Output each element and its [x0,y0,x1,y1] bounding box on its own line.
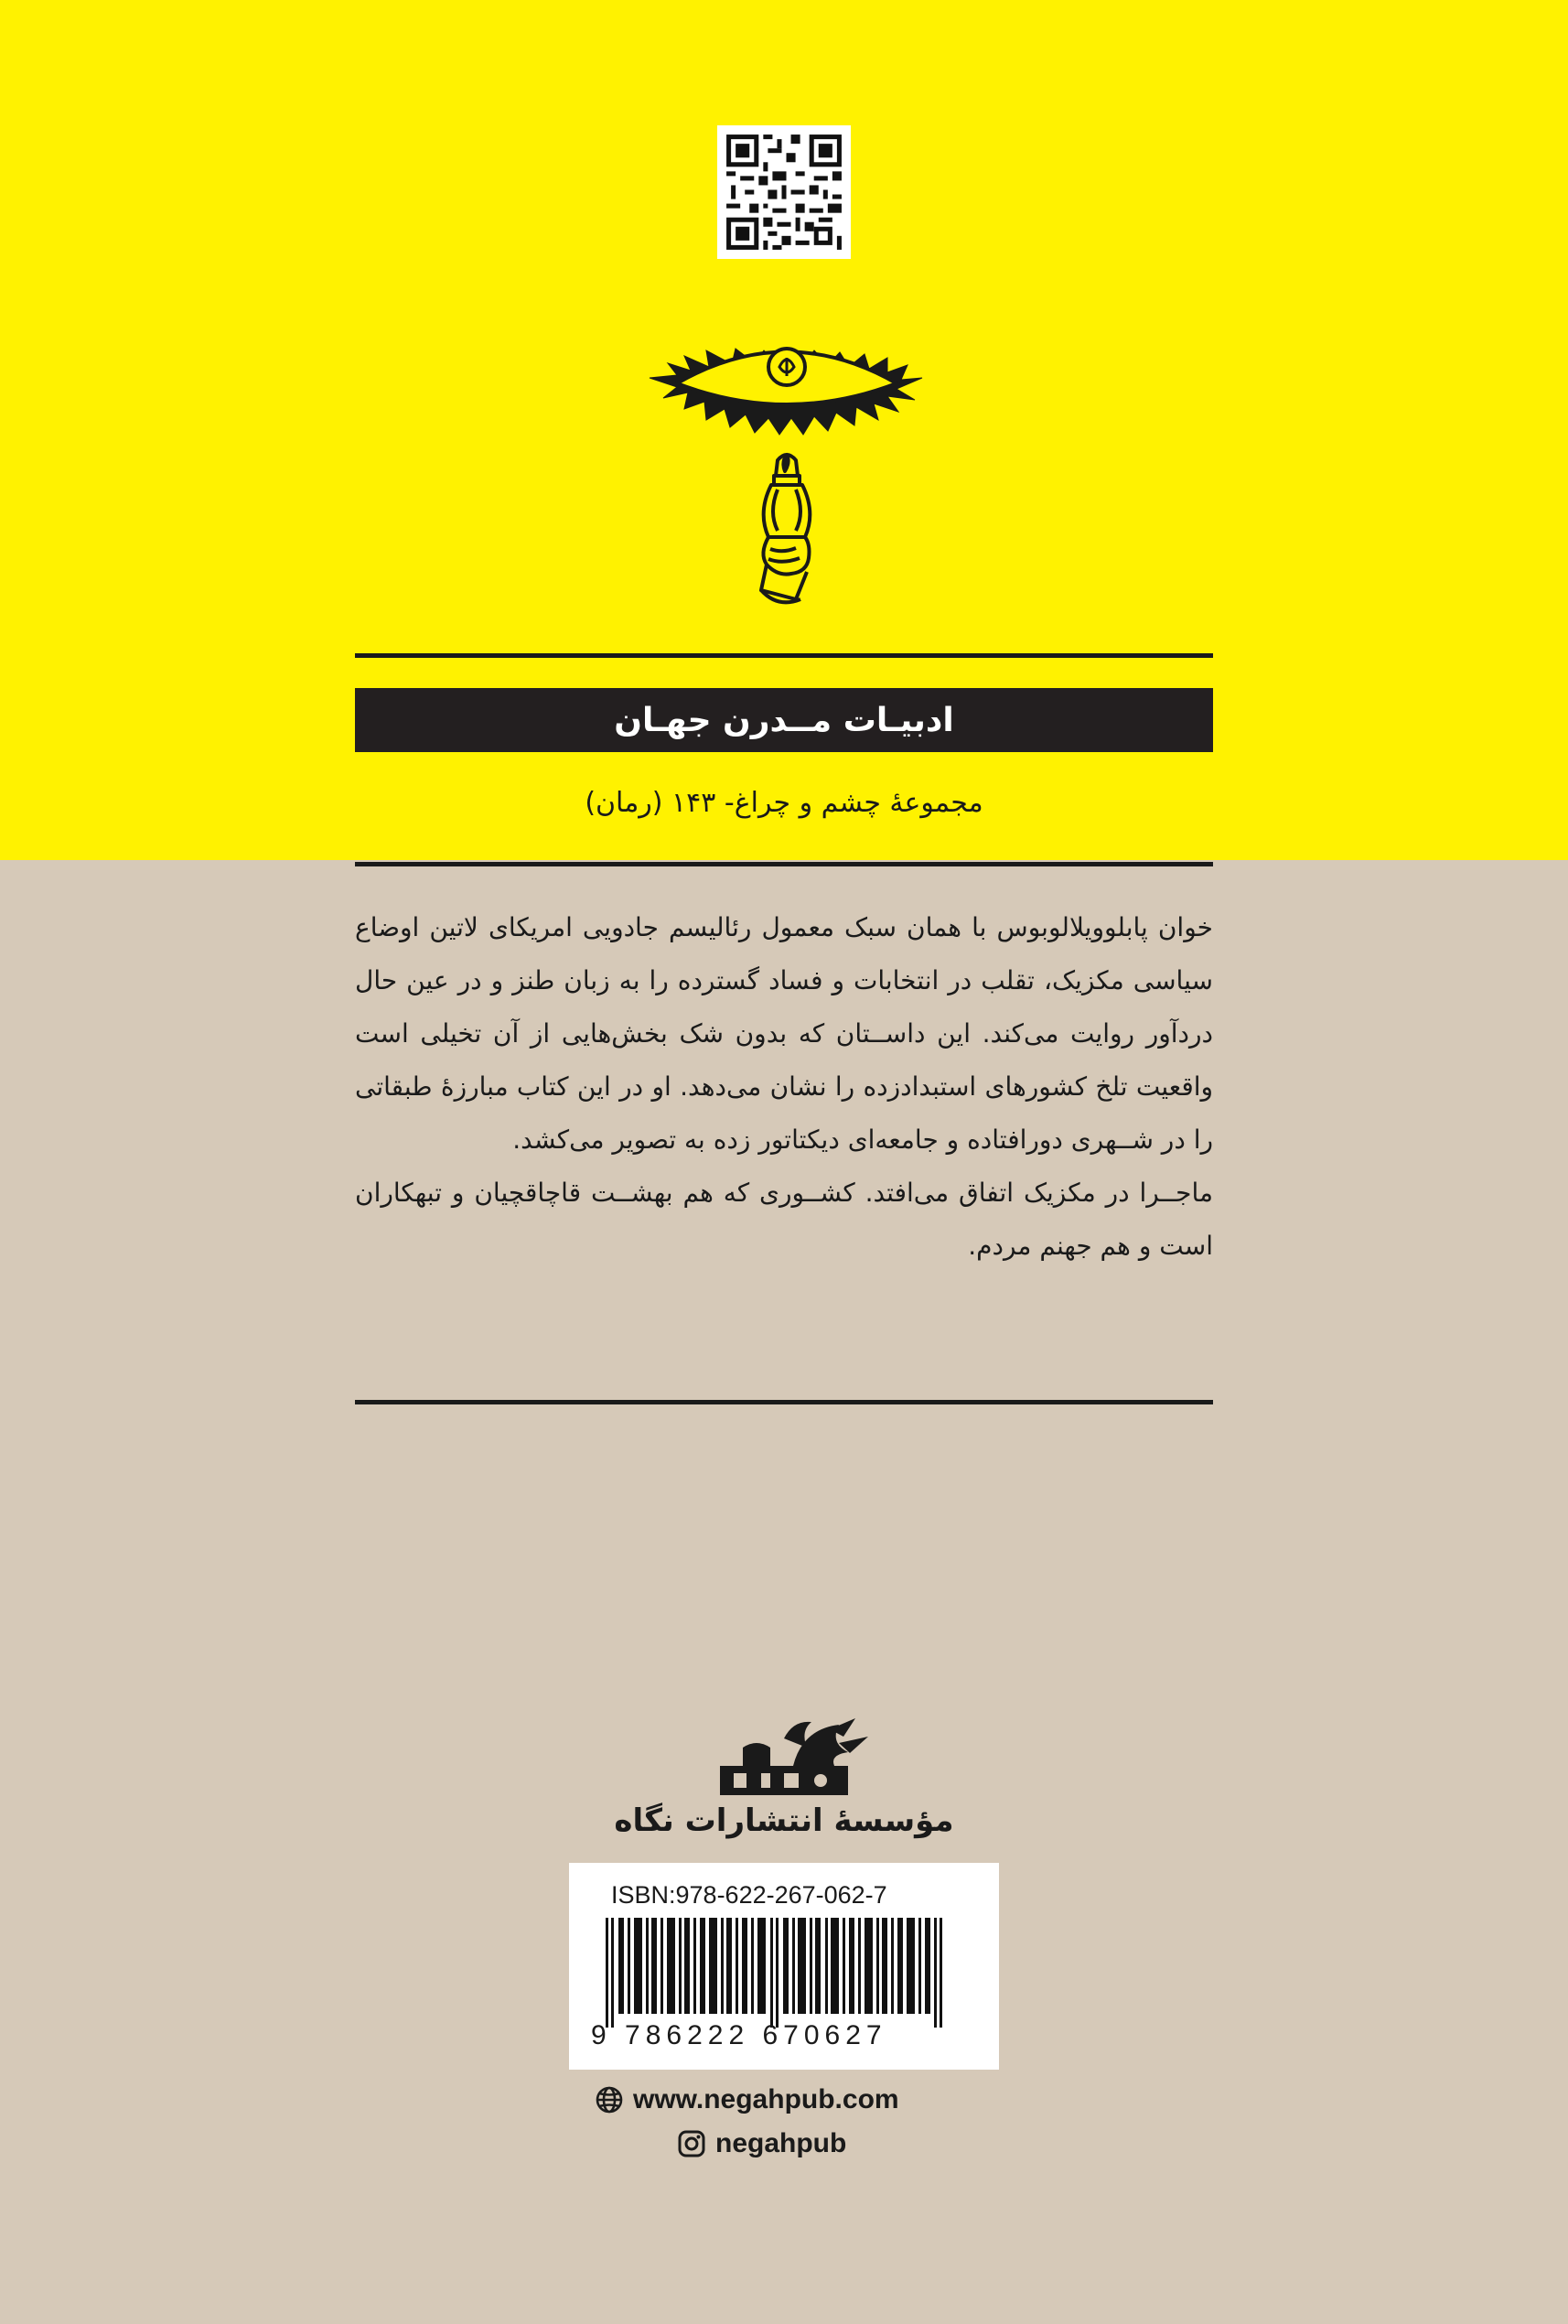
blurb-text [355,901,1213,1273]
instagram-line[interactable] [677,2128,846,2159]
isbn-label: ISBN:978-622-267-062-7 [611,1881,887,1909]
instagram-handle[interactable]: negahpub [715,2128,847,2158]
publisher-name: مؤسسهٔ انتشارات نگاه [614,1802,954,1839]
website-url[interactable]: www.negahpub.com [633,2084,899,2114]
series-title-bar [355,688,1213,752]
negah-logo [693,1711,875,1812]
qr-code-icon [717,125,851,259]
barcode-digits: 9 786222 670627 [591,2020,887,2050]
blurb-paragraph-2: ماجــرا در مکزیک اتفاق می‌افتد. کشــوری که هم بهشــت قاچاقچیان و تبهکاران است و هم جهنم مردم. [355,1178,1213,1261]
blurb-paragraph-1: خوان پابلوویلالوبوس با همان سبک معمول رئالیسم جادویی امریکای لاتین اوضاع سیاسی مکزیک، تقلب در انتخابات و فساد گسترده را به زبان طنز و در عین حال دردآور روایت می‌کند. این داســتان که بدون شک بخش‌هایی از آن تخیلی است واقعیت تلخ کشورهای استبدادزده را نشان می‌دهد. او در این کتاب مبارزهٔ طبقاتی را در شــهری دورافتاده و جامعه‌ای دیکتاتور زده به تصویر می‌کشد. [355,912,1213,1155]
globe-icon [595,2085,624,2114]
series-title: ادبیـات مــدرن جهـان [614,701,954,739]
eye-and-lamp-emblem [640,325,933,636]
top-rule [355,653,1213,658]
barcode-box [569,1863,999,2070]
instagram-icon [677,2129,706,2158]
middle-rule [355,862,1213,866]
bottom-rule [355,1400,1213,1404]
website-line[interactable] [595,2084,899,2115]
barcode-icon [606,1918,962,2028]
collection-line: مجموعهٔ چشم و چراغ- ۱۴۳ (رمان) [585,787,983,819]
